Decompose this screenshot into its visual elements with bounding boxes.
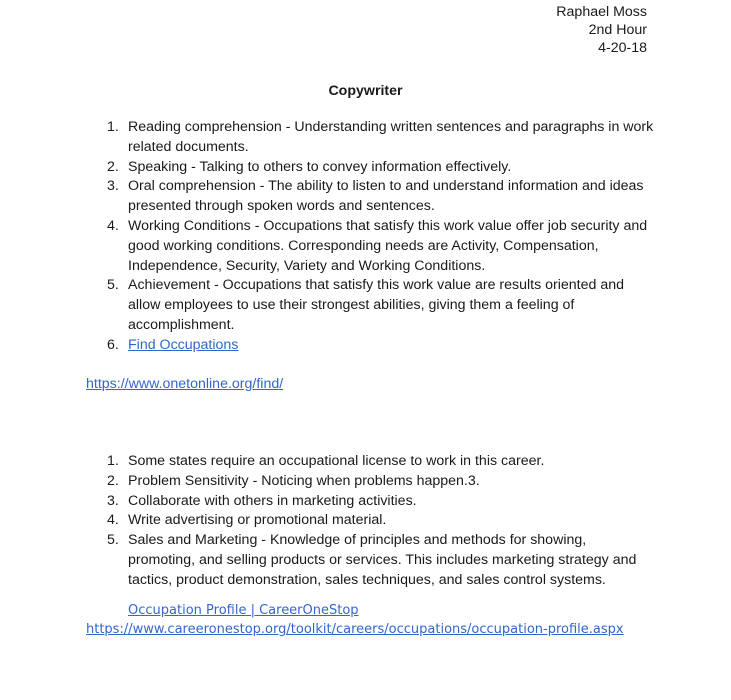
occupation-profile-link[interactable]: Occupation Profile | CareerOneStop bbox=[128, 603, 359, 618]
careeronestop-url-link[interactable]: https://www.careeronestop.org/toolkit/careers/occupations/occupation-profile.aspx bbox=[86, 622, 624, 637]
list-number: 4. bbox=[107, 217, 119, 234]
list-item-text: Achievement - Occupations that satisfy this work value are results oriented and allow employees to use their strongest abilities, giving them a feeling of accomplishment. bbox=[128, 277, 625, 333]
list-item-text: Working Conditions - Occupations that satisfy this work value offer job security and good working conditions. Corresponding needs are Activity, Compensation, Independence, Security, Variety and Working Conditions. bbox=[128, 217, 648, 274]
list-number: 5. bbox=[107, 532, 119, 549]
list-item-text: Collaborate with others in marketing activities. bbox=[128, 492, 417, 509]
onetonline-url-link[interactable]: https://www.onetonline.org/find/ bbox=[86, 376, 284, 392]
list-item-text: Sales and Marketing - Knowledge of principles and methods for showing, promoting, and selling products or services. This includes marketing strategy and tactics, product demonstration, sales techniques, and sales control systems. bbox=[128, 532, 637, 588]
list-item bbox=[96, 217, 656, 276]
list-item bbox=[96, 452, 656, 472]
class-period: 2nd Hour bbox=[588, 22, 647, 38]
list-number: 1. bbox=[107, 453, 119, 469]
list-item bbox=[96, 472, 656, 492]
list-item bbox=[96, 118, 656, 158]
list-item-text: Speaking - Talking to others to convey information effectively. bbox=[128, 158, 512, 175]
list-item-text: Some states require an occupational license to work in this career. bbox=[128, 453, 545, 469]
list-number: 3. bbox=[107, 492, 119, 509]
document-title: Copywriter bbox=[328, 83, 403, 99]
list-number: 2. bbox=[107, 158, 119, 175]
header-block bbox=[556, 3, 647, 57]
list-number: 3. bbox=[107, 178, 119, 195]
skills-list bbox=[96, 118, 656, 356]
find-occupations-link[interactable]: Find Occupations bbox=[128, 336, 239, 353]
list-item bbox=[96, 531, 656, 590]
list-item-text: Problem Sensitivity - Noticing when problems happen.3. bbox=[128, 472, 480, 489]
student-name: Raphael Moss bbox=[556, 4, 647, 20]
date: 4-20-18 bbox=[598, 40, 647, 56]
list-item bbox=[96, 158, 656, 178]
list-item bbox=[96, 276, 656, 335]
list-item bbox=[96, 511, 656, 531]
list-number: 4. bbox=[107, 512, 119, 529]
list-number: 2. bbox=[107, 472, 119, 489]
list-item-text: Oral comprehension - The ability to listen to and understand information and ideas presented through spoken words and sentences. bbox=[128, 178, 644, 215]
list-item-text: Write advertising or promotional material. bbox=[128, 512, 387, 529]
list-number: 6. bbox=[107, 336, 119, 353]
list-item bbox=[96, 492, 656, 512]
list-number: 1. bbox=[107, 119, 119, 135]
career-details-list bbox=[96, 452, 656, 591]
list-item-text: Reading comprehension - Understanding written sentences and paragraphs in work related documents. bbox=[128, 119, 654, 155]
list-item bbox=[96, 336, 656, 356]
list-number: 5. bbox=[107, 277, 119, 294]
list-item bbox=[96, 177, 656, 217]
